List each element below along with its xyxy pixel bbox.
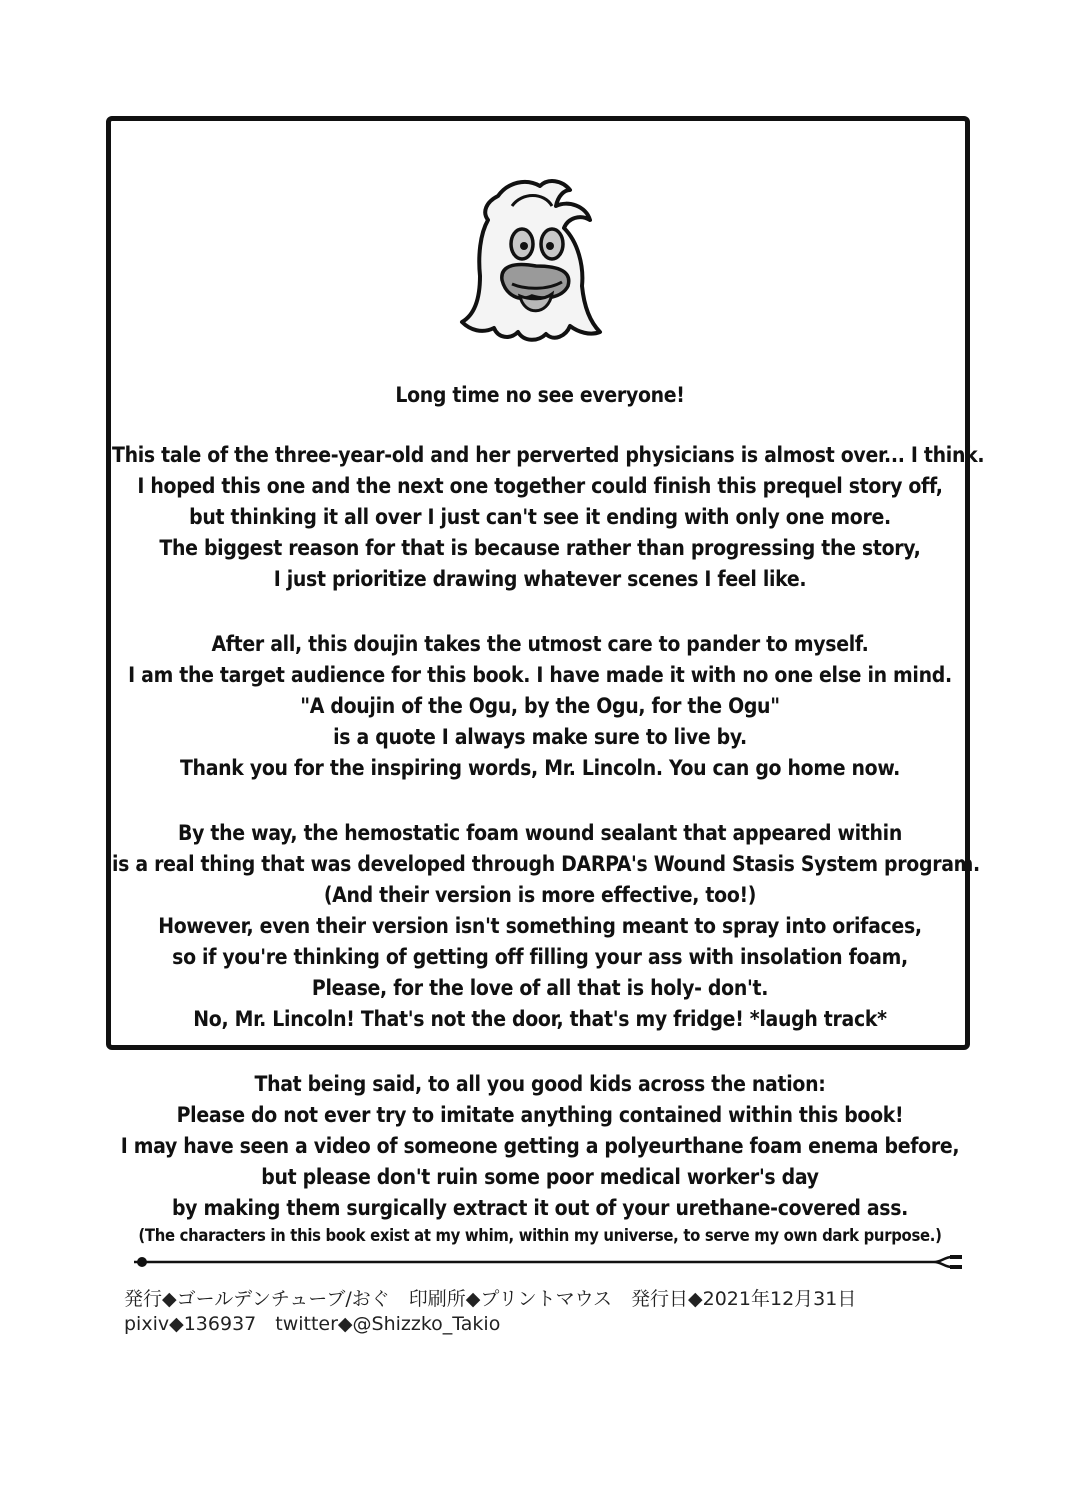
colophon: [124, 1287, 856, 1337]
text-line: by making them surgically extract it out of your urethane-covered ass.: [171, 1196, 909, 1220]
text-line: I am the target audience for this book. I have made it with no one else in mind.: [128, 663, 952, 687]
quote-line: "A doujin of the Ogu, by the Ogu, for the Ogu": [300, 694, 780, 718]
greeting: Long time no see everyone!: [395, 383, 685, 407]
colophon-publisher-line: 発行◆ゴールデンチューブ/おぐ 印刷所◆プリントマウス 発行日◆2021年12月31日: [124, 1288, 857, 1310]
text-line: I just prioritize drawing whatever scenes I feel like.: [273, 567, 807, 591]
afterword-body: [112, 380, 968, 411]
text-line: is a real thing that was developed through DARPA's Wound Stasis System program.: [112, 852, 980, 876]
text-line: but thinking it all over I just can't see it ending with only one more.: [189, 505, 891, 529]
text-line: By the way, the hemostatic foam wound sealant that appeared within: [178, 821, 902, 845]
text-line: However, even their version isn't something meant to spray into orifaces,: [158, 914, 922, 938]
divider-line: [134, 1254, 964, 1270]
text-line: The biggest reason for that is because rather than progressing the story,: [159, 536, 921, 560]
text-line: That being said, to all you good kids across the nation:: [254, 1072, 826, 1096]
text-line: but please don't ruin some poor medical worker's day: [261, 1165, 819, 1189]
paragraph-1: [112, 440, 985, 595]
colophon-contact-line: pixiv◆136937 twitter◆@Shizzko_Takio: [124, 1313, 501, 1335]
text-line: Please do not ever try to imitate anything contained within this book!: [176, 1103, 904, 1127]
paragraph-3: [112, 818, 980, 1035]
ghost-mascot-icon: [452, 176, 612, 342]
text-line: After all, this doujin takes the utmost care to pander to myself.: [211, 632, 869, 656]
paragraph-2: [112, 629, 968, 784]
text-line: so if you're thinking of getting off filling your ass with insolation foam,: [172, 945, 908, 969]
text-line: No, Mr. Lincoln! That's not the door, that's my fridge! *laugh track*: [193, 1007, 887, 1031]
text-line: (And their version is more effective, too!): [323, 883, 757, 907]
text-line: Thank you for the inspiring words, Mr. Lincoln. You can go home now.: [179, 756, 901, 780]
text-line: This tale of the three-year-old and her perverted physicians is almost over... I think.: [112, 443, 985, 467]
footnote: (The characters in this book exist at my whim, within my universe, to serve my own dark purpose.): [138, 1226, 942, 1245]
paragraph-4: [112, 1069, 968, 1248]
text-line: I hoped this one and the next one together could finish this prequel story off,: [137, 474, 943, 498]
text-line: I may have seen a video of someone getting a polyeurthane foam enema before,: [120, 1134, 960, 1158]
text-line: Please, for the love of all that is holy- don't.: [311, 976, 769, 1000]
text-line: is a quote I always make sure to live by.: [333, 725, 747, 749]
